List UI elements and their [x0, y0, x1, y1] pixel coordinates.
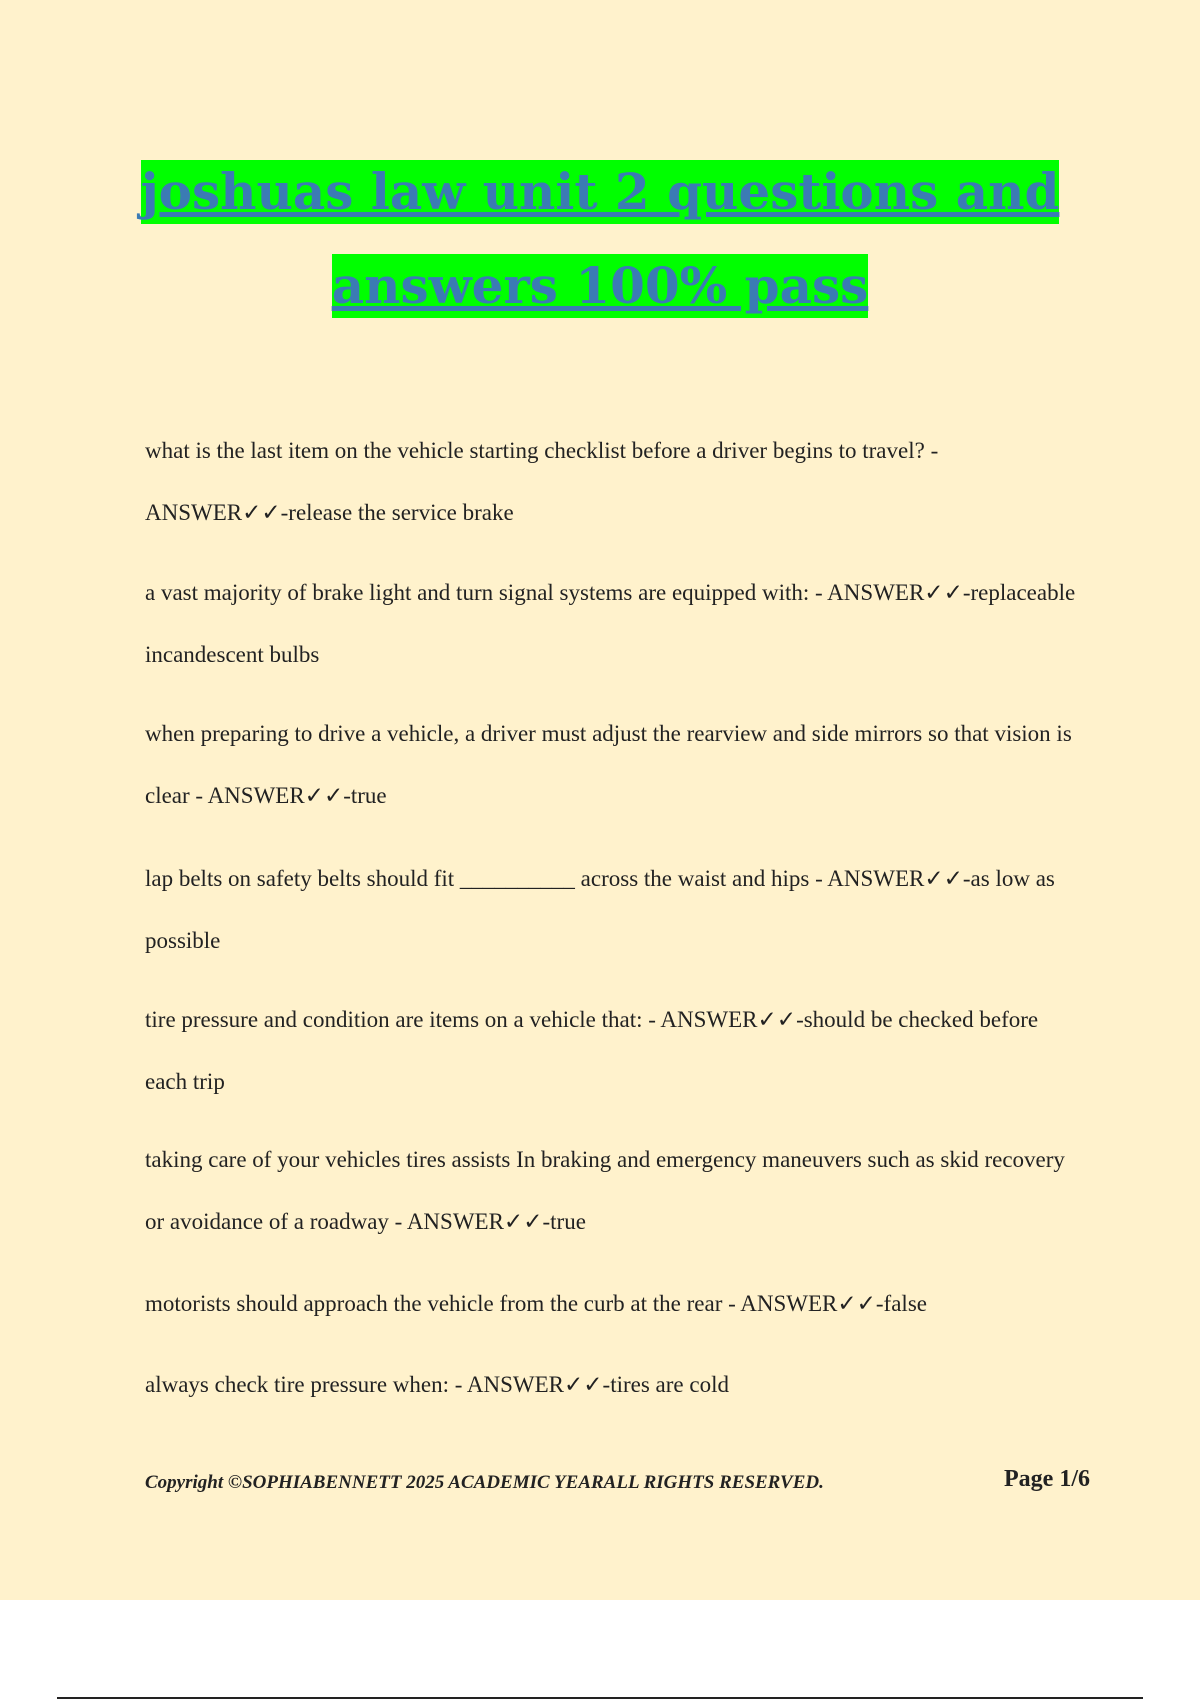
- qa-item-8: always check tire pressure when: - ANSWER✓✓-tires are cold: [145, 1372, 729, 1397]
- qa-item-2: a vast majority of brake light and turn signal systems are equipped with: - ANSWER✓✓-replaceable incandescent bulbs: [145, 580, 1076, 667]
- qa-item-7: motorists should approach the vehicle from the curb at the rear - ANSWER✓✓-false: [145, 1291, 927, 1316]
- title-line-1: joshuas law unit 2 questions and: [141, 160, 1060, 224]
- copyright-notice: Copyright ©SOPHIABENNETT 2025 ACADEMIC YEARALL RIGHTS RESERVED.: [145, 1472, 824, 1493]
- qa-item-1: what is the last item on the vehicle starting checklist before a driver begins to travel? - ANSWER✓✓-release the service brake: [145, 438, 939, 525]
- qa-item-5: tire pressure and condition are items on a vehicle that: - ANSWER✓✓-should be checked before each trip: [145, 1007, 1039, 1094]
- qa-item-3: when preparing to drive a vehicle, a driver must adjust the rearview and side mirrors so that vision is clear - ANSWER✓✓-true: [145, 721, 1072, 808]
- bottom-divider: [57, 1697, 1143, 1699]
- page-number: Page 1/6: [1004, 1466, 1090, 1492]
- document-title: [0, 160, 1200, 318]
- title-line-2: answers 100% pass: [332, 254, 869, 318]
- qa-item-6: taking care of your vehicles tires assists In braking and emergency maneuvers such as skid recovery or avoidance of a roadway - ANSWER✓✓-true: [145, 1147, 1065, 1234]
- qa-item-4: lap belts on safety belts should fit __________ across the waist and hips - ANSWER✓✓-as low as possible: [145, 866, 1055, 953]
